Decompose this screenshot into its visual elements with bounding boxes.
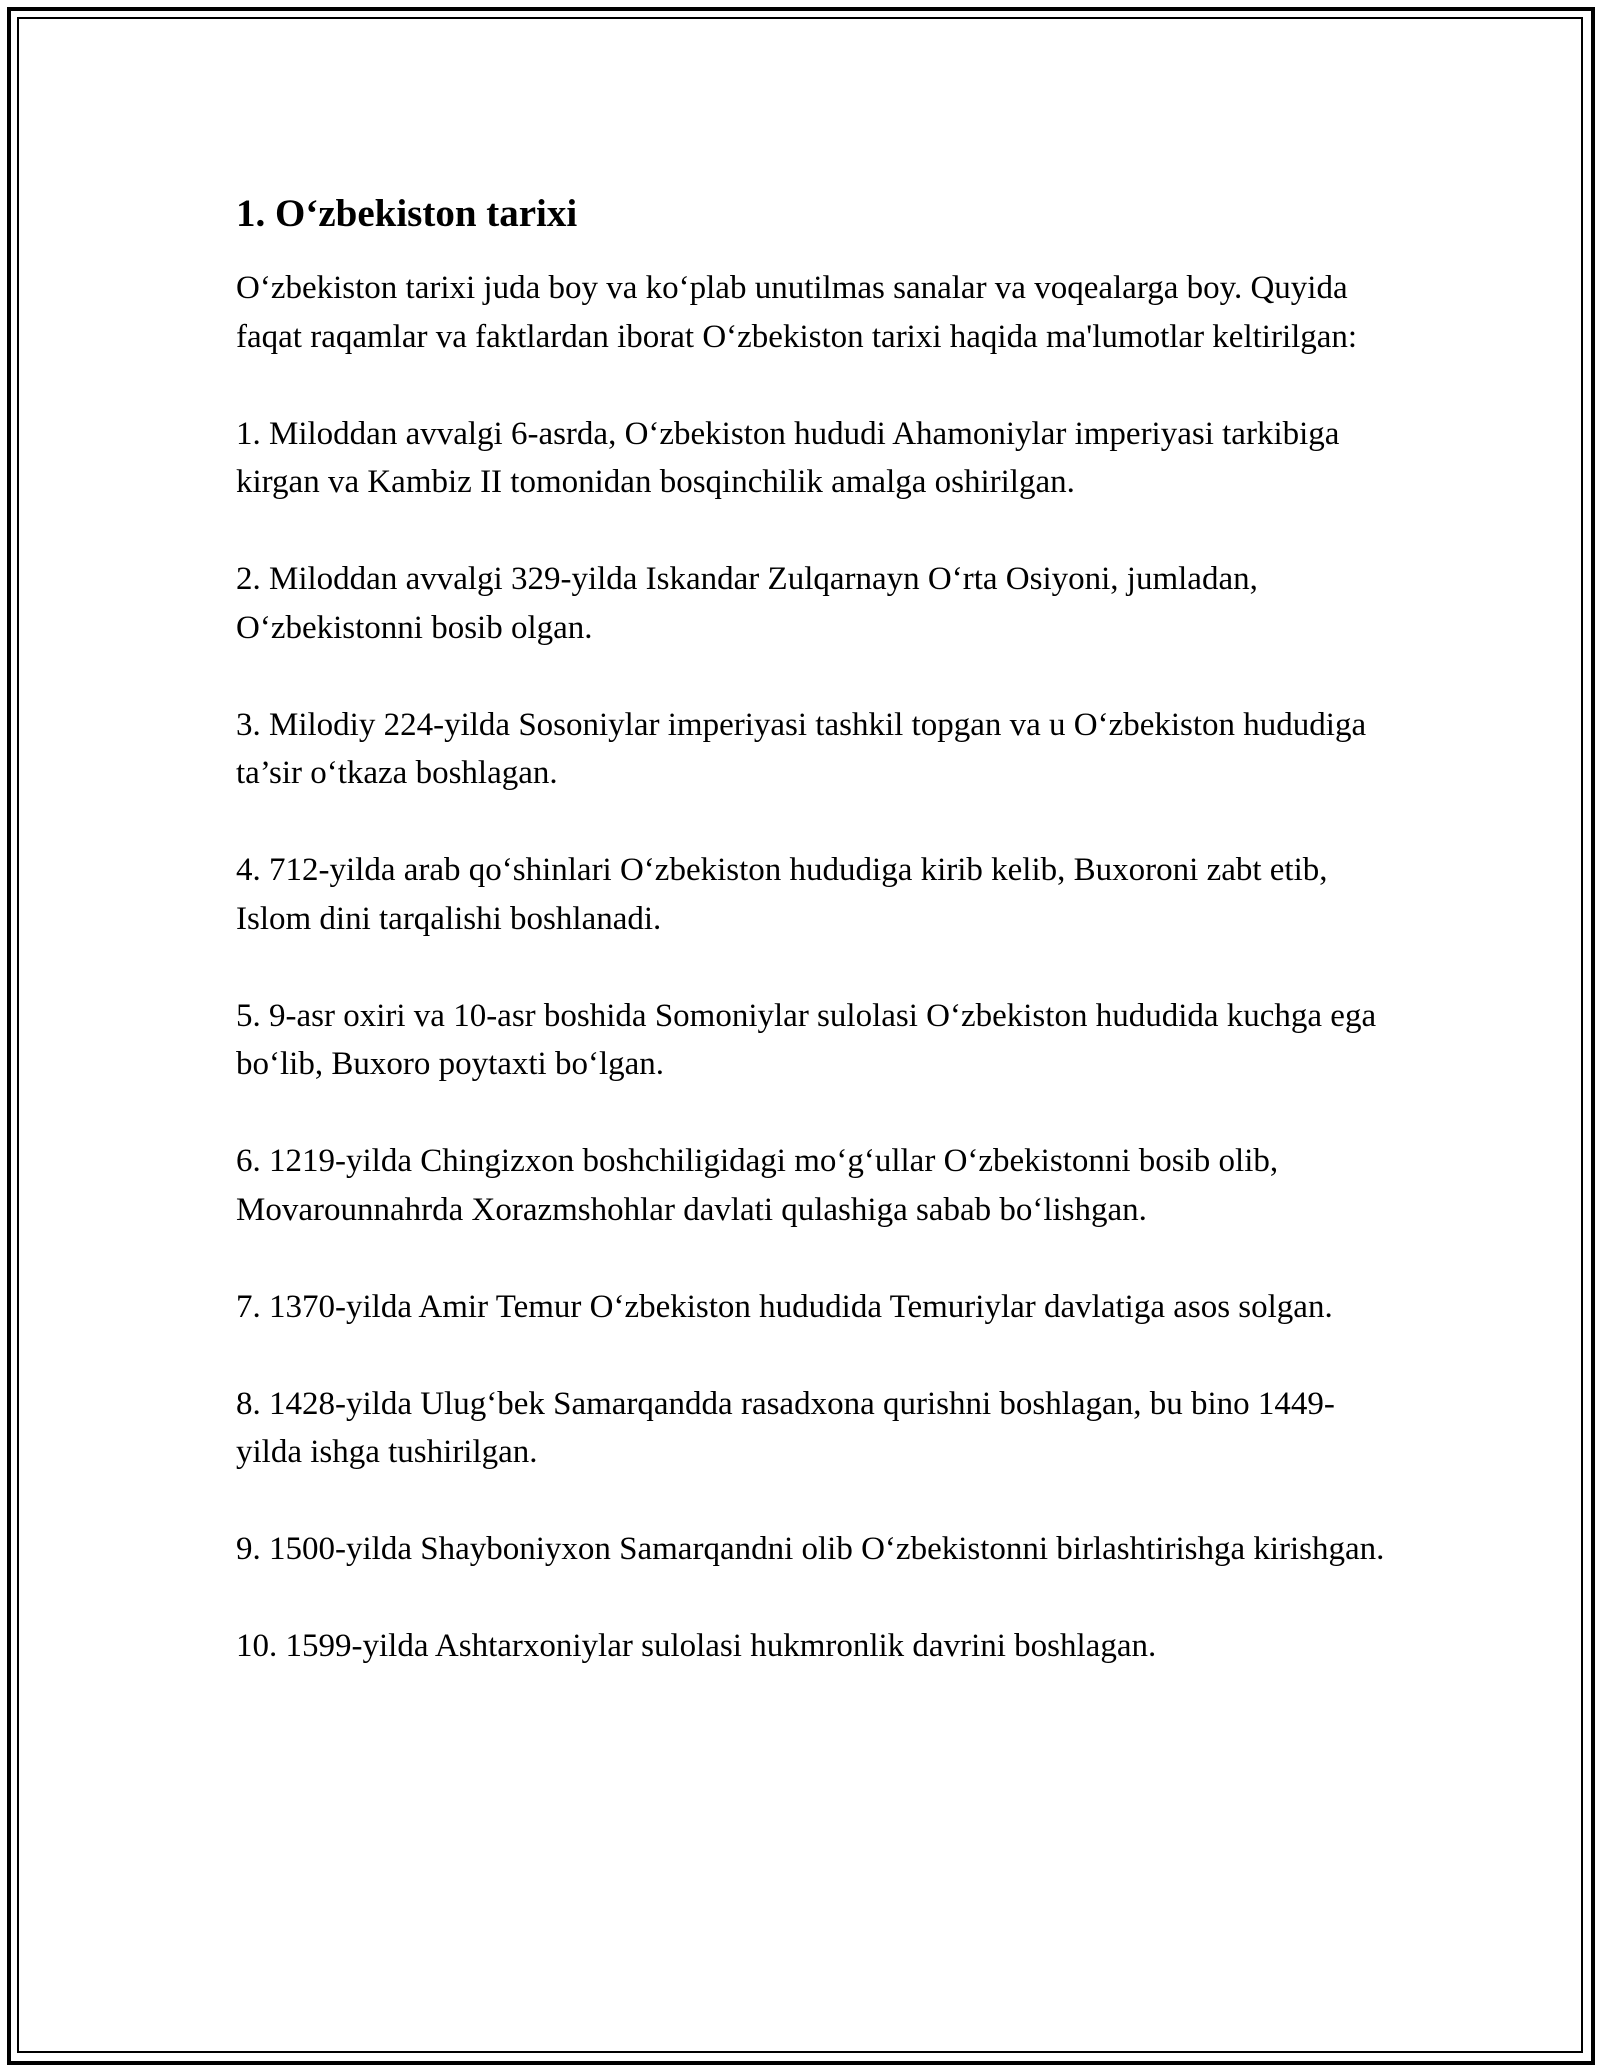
list-item: 7. 1370-yilda Amir Temur O‘zbekiston hududida Temuriylar davlatiga asos solgan. [236, 1288, 1333, 1325]
document-title: 1. O‘zbekiston tarixi [236, 192, 578, 235]
list-item: 5. 9-asr oxiri va 10-asr boshida Somoniylar sulolasi O‘zbekiston hududida kuchga ega bo‘lib, Buxoro poytaxti bo‘lgan. [236, 997, 1377, 1082]
list-item: 3. Milodiy 224-yilda Sosoniylar imperiyasi tashkil topgan va u O‘zbekiston hududiga ta’sir o‘tkaza boshlagan. [236, 706, 1367, 791]
list-item: 6. 1219-yilda Chingizxon boshchiligidagi mo‘g‘ullar O‘zbekistonni bosib olib, Movarounnahrda Xorazmshohlar davlati qulashiga sabab bo‘lishgan. [236, 1143, 1279, 1228]
list-item: 2. Miloddan avvalgi 329-yilda Iskandar Zulqarnayn O‘rta Osiyoni, jumladan, O‘zbekistonni bosib olgan. [236, 561, 1258, 646]
list-item: 4. 712-yilda arab qo‘shinlari O‘zbekiston hududiga kirib kelib, Buxoroni zabt etib, Islom dini tarqalishi boshlanadi. [236, 852, 1328, 937]
list-item: 1. Miloddan avvalgi 6-asrda, O‘zbekiston hududi Ahamoniylar imperiyasi tarkibiga kirgan va Kambiz II tomonidan bosqinchilik amalga oshirilgan. [236, 415, 1340, 500]
document-body [236, 190, 1386, 1719]
list-item: 8. 1428-yilda Ulug‘bek Samarqandda rasadxona qurishni boshlagan, bu bino 1449-yilda ishga tushirilgan. [236, 1385, 1335, 1470]
list-item: 10. 1599-yilda Ashtarxoniylar sulolasi hukmronlik davrini boshlagan. [236, 1628, 1157, 1664]
intro-paragraph: O‘zbekiston tarixi juda boy va ko‘plab unutilmas sanalar va voqealarga boy. Quyida faqat raqamlar va faktlardan iborat O‘zbekiston tarixi haqida ma'lumotlar keltirilgan: [236, 270, 1358, 355]
list-item: 9. 1500-yilda Shayboniyxon Samarqandni olib O‘zbekistonni birlashtirishga kirishgan. [236, 1531, 1385, 1567]
